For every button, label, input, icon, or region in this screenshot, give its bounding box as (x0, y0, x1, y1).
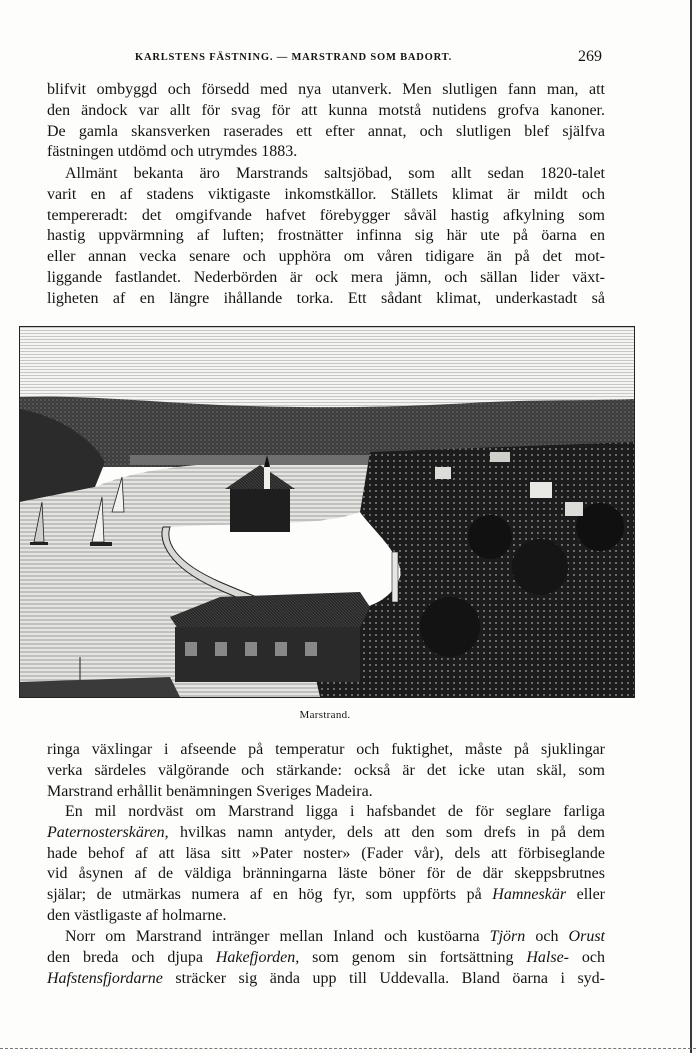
text-line: Paternosterskären, hvilkas namn antyder, dels att den som drefs in på dem (47, 823, 605, 841)
text-line: den breda och djupa Hakefjorden, som genom sin fortsättning Halse- och (47, 948, 605, 966)
page-number: 269 (578, 48, 602, 65)
text-line: den västligaste af holmarne. (47, 906, 227, 924)
figure-caption: Marstrand. (299, 709, 351, 721)
text-line: Norr om Marstrand intränger mellan Inland och kustöarna Tjörn och Orust (65, 928, 605, 945)
text-line: vid åsynen af de väldiga bränningarna läste böner för de där skeppsbrutnes (47, 865, 605, 883)
place-name: Hakefjorden, (215, 948, 300, 966)
text-line: eller annan vecka senare och upphöra om våren tidigare än på det mot- (47, 248, 605, 266)
page-bottom-edge (0, 1048, 696, 1050)
text-line: Hafstensfjordarne sträcker sig ända upp till Uddevalla. Bland öarna i syd- (47, 969, 605, 987)
place-name: Tjörn (489, 928, 526, 945)
text-line: ringa växlingar i afseende på temperatur och fuktighet, måste på sjuklingar (47, 741, 605, 758)
text-line: hade behof af att läsa sitt »Pater noster» (Fader vår), dels att förbiseglande (47, 844, 605, 862)
text-line: tempereradt: det omgifvande hafvet förebygger såväl hastig afkylning som (47, 206, 605, 224)
text-line: den ändock var allt för svag för att kunna motstå nutidens grofva kanoner. (47, 101, 605, 119)
paragraph-saltsjobad (47, 164, 605, 310)
paragraph-madeira (47, 740, 605, 802)
text-line: De gamla skansverken raserades ett efter annat, och slutligen blef själfva (47, 122, 605, 140)
text-line: själar; de utmärkas numera af en hög fyr, som uppförts på Hamneskär eller (47, 886, 606, 904)
place-name: Orust (568, 928, 605, 945)
text-line: blifvit ombyggd och försedd med nya utanverk. Men slutligen fann man, att (47, 81, 605, 98)
text-line: hastig uppvärmning af luften; frostnätter infinna sig här ute på öarna en (47, 227, 605, 245)
paragraph-fortress (47, 80, 605, 163)
place-name: Hafstensfjordarne (47, 969, 163, 987)
place-name: Halse- (526, 948, 569, 966)
text-line: verka särdeles välgörande och stärkande: också är det icke utan skäl, som (47, 761, 605, 779)
text-line: Allmänt bekanta äro Marstrands saltsjöbad, som allt sedan 1820-talet (65, 165, 605, 182)
text-line: varit en af stadens viktigaste inkomstkällor. Ställets klimat är mildt och (47, 185, 605, 203)
text-line: ligheten af en längre ihållande torka. Ett sådant klimat, underkastadt så (47, 289, 605, 307)
text-line: En mil nordväst om Marstrand ligga i hafsbandet de för seglare farliga (65, 803, 605, 820)
text-line: liggande fastlandet. Nederbörden är ock mera jämn, och sällan lider växt- (47, 268, 605, 286)
marstrand-engraving (19, 326, 635, 698)
text-line: Marstrand erhållit benämningen Sveriges Madeira. (47, 782, 373, 800)
running-header: KARLSTENS FÄSTNING. — MARSTRAND SOM BADORT. (135, 52, 453, 63)
text-line: fästningen utdömd och utrymdes 1883. (47, 143, 298, 161)
page-edge (690, 0, 692, 1053)
paragraph-hakefjorden (47, 927, 605, 989)
place-name: Hamneskär (492, 886, 567, 904)
place-name: Paternosterskären (47, 823, 165, 841)
paragraph-paternoster (47, 802, 605, 927)
